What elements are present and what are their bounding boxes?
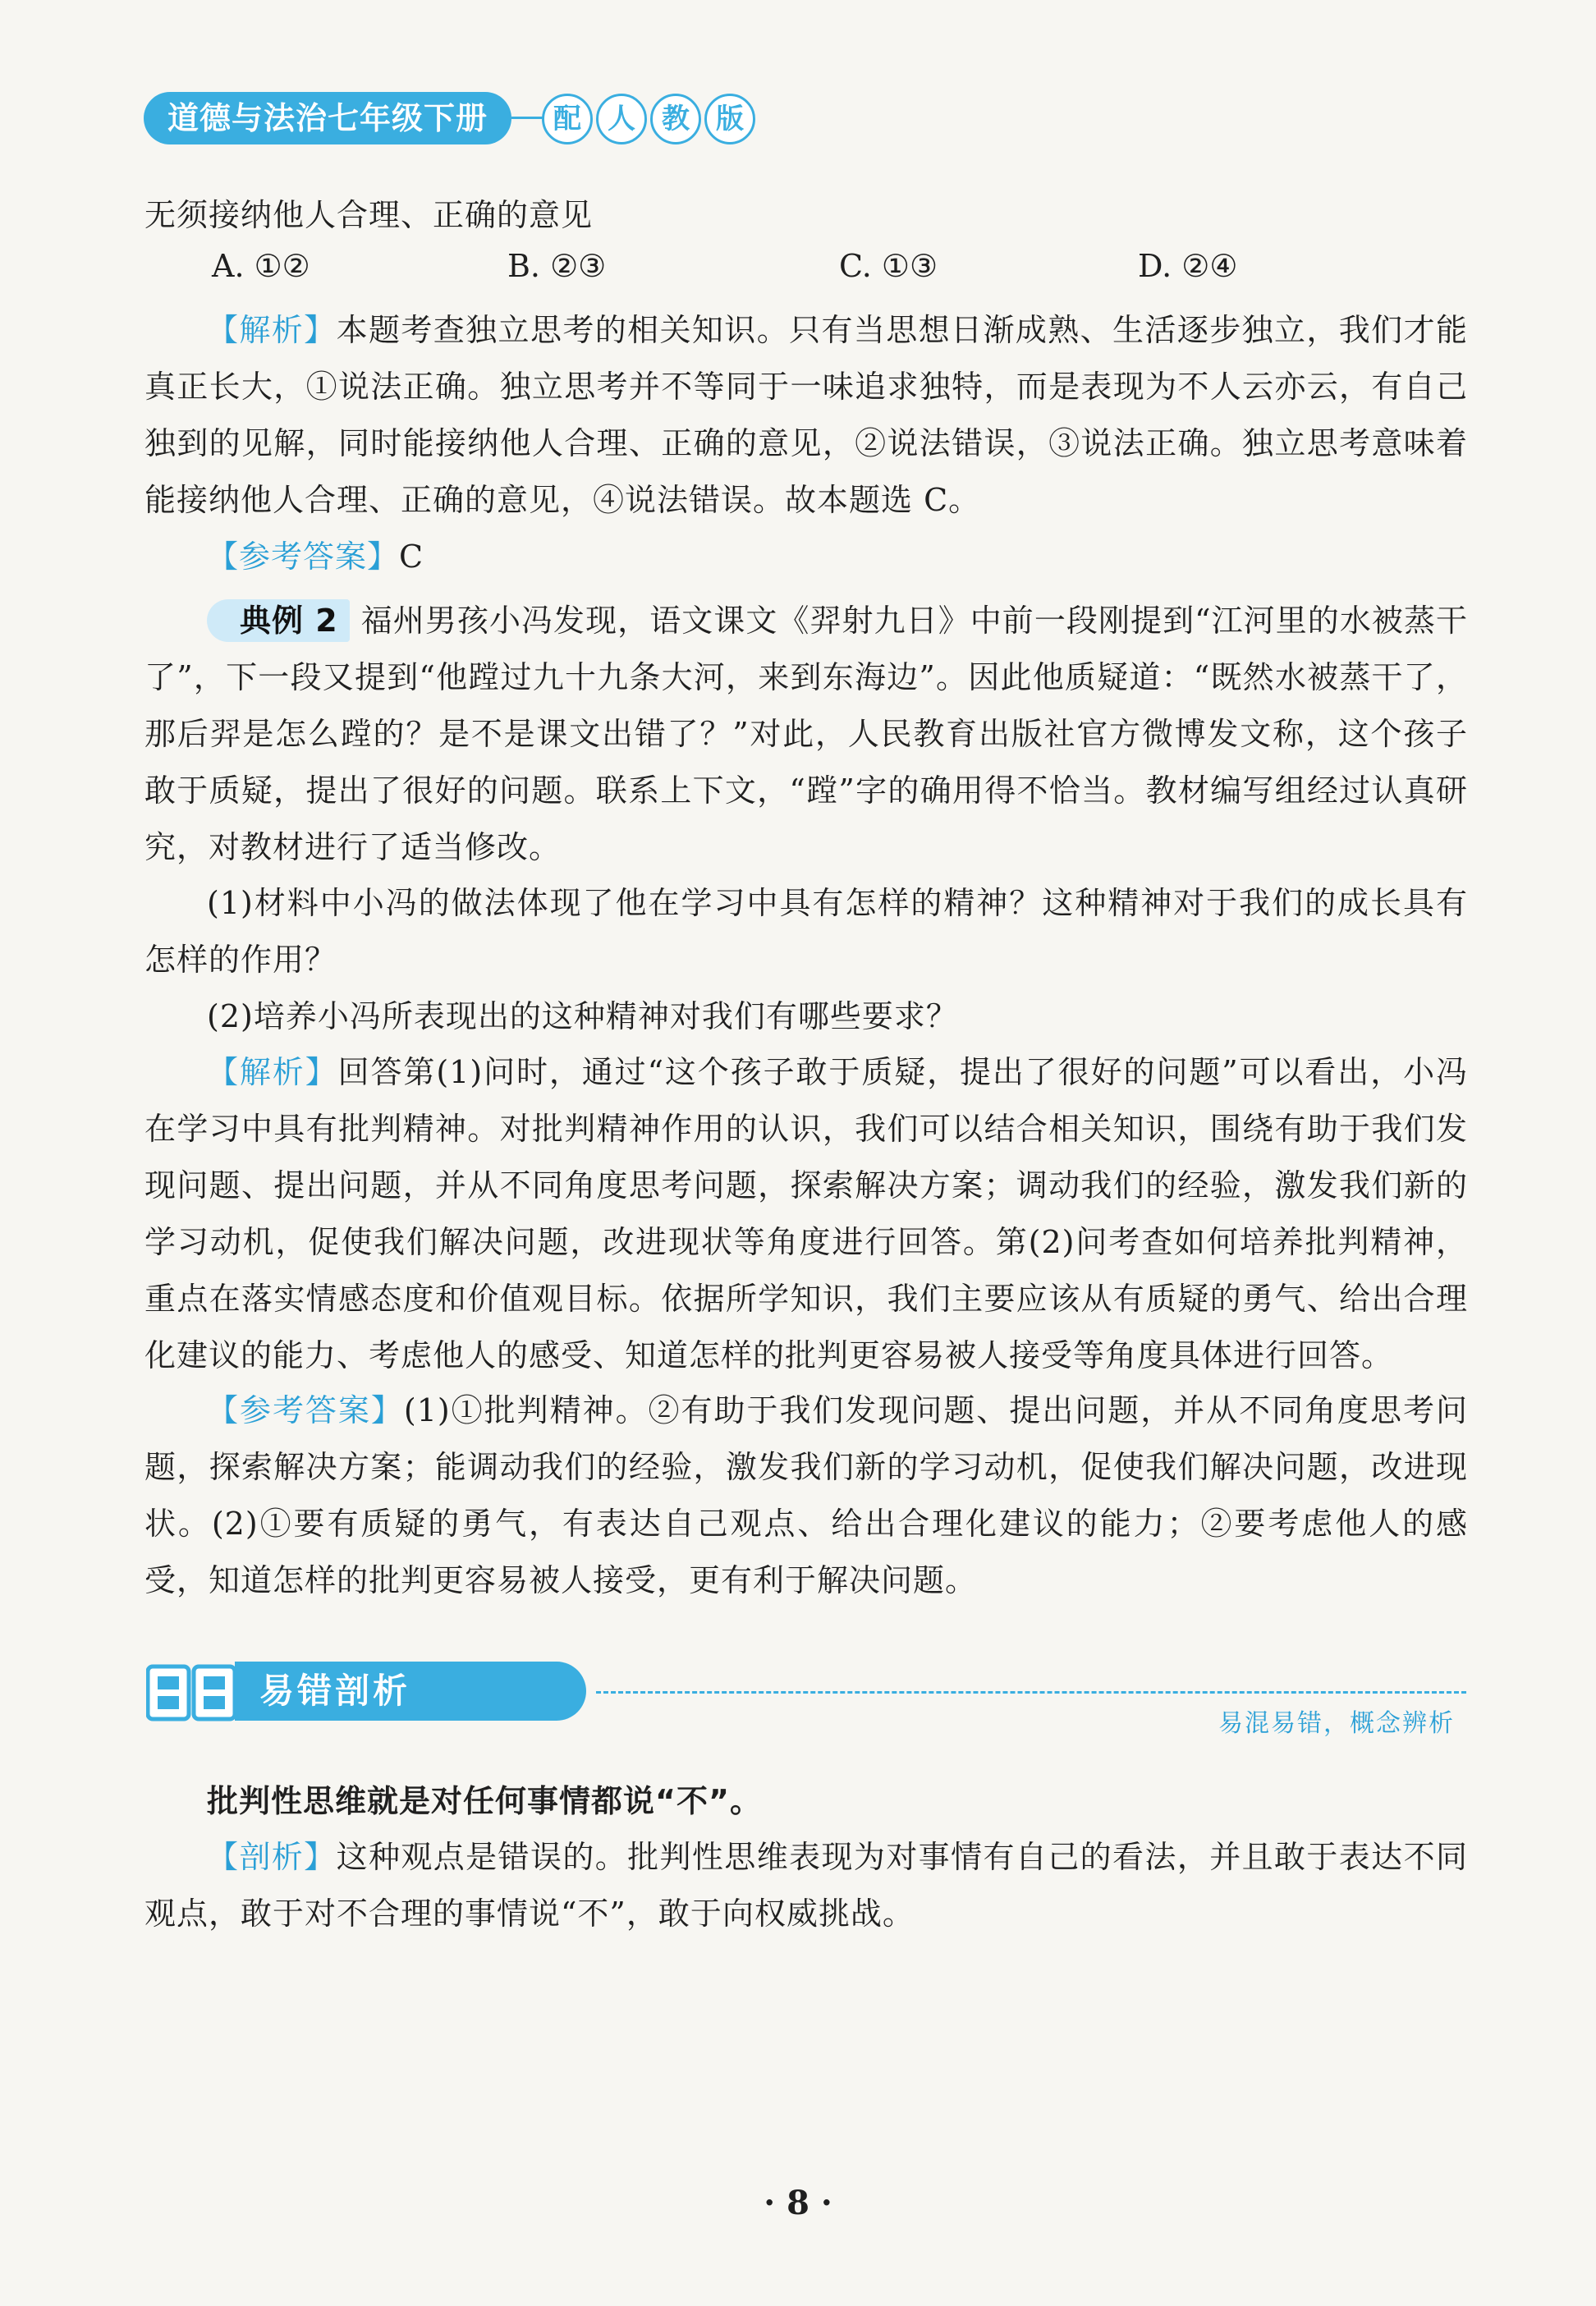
misconception-statement: 批判性思维就是对任何事情都说“不”。: [207, 1783, 762, 1819]
analysis-text: 回答第(1)问时，通过“这个孩子敢于质疑，提出了很好的问题”可以看出，小冯在学习中具有批判精神。对批判精神作用的认识，我们可以结合相关知识，围绕有助于我们发现问题、提出问题，并从不同角度思考问题，探索解决方案；调动我们的经验，激发我们新的学习动机，促使我们解决问题，改进现状等角度进行回答。第(2)问考查如何培养批判精神，重点在落实情感态度和价值观目标。依据所学知识，我们主要应该从有质疑的勇气、给出合理化建议的能力、考虑他人的感受、知道怎样的批判更容易被人接受等角度具体进行回答。: [144, 1054, 1468, 1373]
misconception-analysis: [144, 1829, 1468, 1942]
example-question-1: (1)材料中小冯的做法体现了他在学习中具有怎样的精神？这种精神对于我们的成长具有怎样的作用？: [144, 885, 1468, 978]
example-2-material: [144, 593, 1468, 876]
analysis-paragraph-1: [144, 302, 1468, 529]
section-banner: [146, 1658, 1468, 1738]
section-divider: [596, 1691, 1466, 1694]
analysis-tag: 【解析】: [207, 1054, 338, 1090]
option-d: D. ②④: [1138, 248, 1238, 284]
edition-badge: 版: [704, 94, 755, 144]
section-subtitle: 易混易错，概念辨析: [1218, 1709, 1455, 1738]
option-b: B. ②③: [507, 248, 607, 284]
example-tag: 典例 2: [207, 599, 350, 642]
edition-badge: 配: [542, 94, 593, 144]
edition-badge: 人: [596, 94, 647, 144]
section-title: 易错剖析: [235, 1662, 586, 1721]
analysis-tag: 【解析】: [207, 312, 337, 348]
analysis-paragraph-2: [144, 1044, 1468, 1384]
answer-text: C: [399, 539, 424, 575]
example-question-2: (2)培养小冯所表现出的这种精神对我们有哪些要求？: [207, 998, 958, 1034]
answer-paragraph-2: [144, 1382, 1468, 1609]
header-connector-line: [511, 117, 543, 119]
continued-option-text: 无须接纳他人合理、正确的意见: [144, 197, 594, 233]
answer-paragraph-1: [144, 529, 1468, 585]
misconception-text: 这种观点是错误的。批判性思维表现为对事情有自己的看法，并且敢于表达不同观点，敢于对不合理的事情说“不”，敢于向权威挑战。: [144, 1839, 1468, 1932]
analysis-text: 本题考查独立思考的相关知识。只有当思想日渐成熟、生活逐步独立，我们才能真正长大，①说法正确。独立思考并不等同于一味追求独特，而是表现为不人云亦云，有自己独到的见解，同时能接纳他人合理、正确的意见，②说法错误，③说法正确。独立思考意味着能接纳他人合理、正确的意见，④说法错误。故本题选 C。: [144, 312, 1468, 518]
analysis-tag: 【剖析】: [207, 1839, 337, 1875]
book-title: 道德与法治七年级下册: [144, 92, 511, 144]
example-text: 福州男孩小冯发现，语文课文《羿射九日》中前一段刚提到“江河里的水被蒸干了”，下一段又提到“他蹚过九十九条大河，来到东海边”。因此他质疑道：“既然水被蒸干了，那后羿是怎么蹚的？是不是课文出错了？”对此，人民教育出版社官方微博发文称，这个孩子敢于质疑，提出了很好的问题。联系上下文，“蹚”字的确用得不恰当。教材编写组经过认真研究，对教材进行了适当修改。: [144, 603, 1468, 865]
option-a: A. ①②: [212, 248, 310, 284]
book-icon: [146, 1663, 238, 1722]
answer-options: [212, 248, 1443, 297]
answer-tag: 【参考答案】: [207, 1392, 404, 1428]
answer-text: (1)①批判精神。②有助于我们发现问题、提出问题，并从不同角度思考问题，探索解决方案；能调动我们的经验，激发我们新的学习动机，促使我们解决问题，改进现状。(2)①要有质疑的勇气，有表达自己观点、给出合理化建议的能力；②要考虑他人的感受，知道怎样的批判更容易被人接受，更有利于解决问题。: [144, 1392, 1468, 1598]
page-number: · 8 ·: [764, 2184, 832, 2222]
answer-tag: 【参考答案】: [207, 539, 400, 575]
edition-badge: 教: [650, 94, 701, 144]
edition-badges: [542, 94, 755, 144]
option-c: C. ①③: [839, 248, 938, 284]
